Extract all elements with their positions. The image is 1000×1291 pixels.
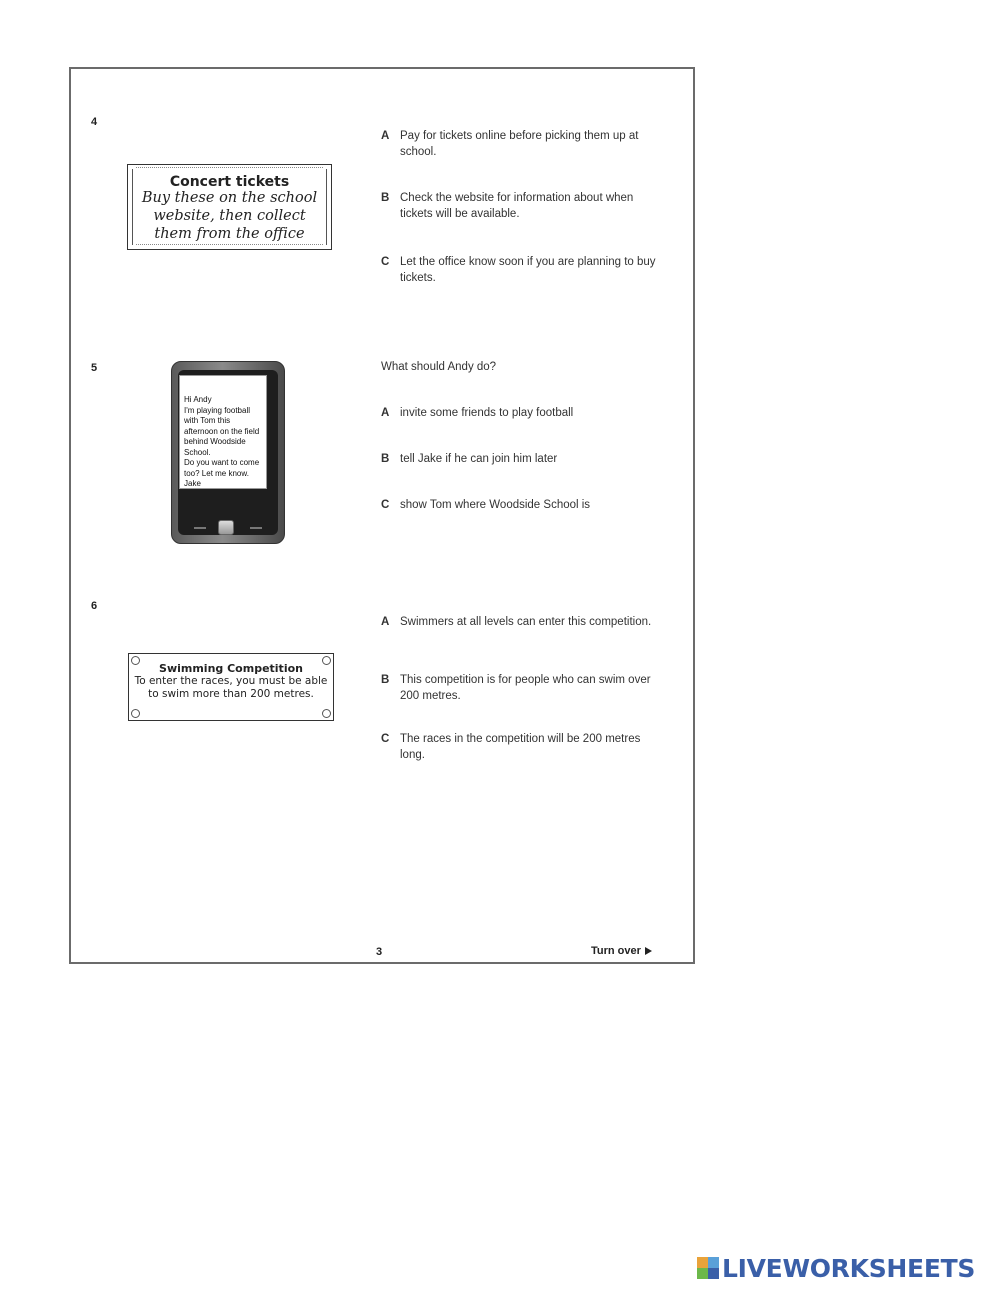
corner-ornament-icon (322, 656, 331, 665)
page-number: 3 (376, 946, 383, 958)
brand-block-icon (697, 1268, 708, 1279)
option-text: Pay for tickets online before picking them up at school. (400, 130, 639, 158)
option-letter: B (381, 192, 390, 204)
brand-block-icon (697, 1257, 708, 1268)
option-letter: A (381, 130, 390, 142)
question-number-5: 5 (91, 362, 98, 374)
phone-image (171, 361, 285, 544)
concert-notice-image (127, 164, 332, 250)
concert-notice-title: Concert tickets (169, 174, 290, 190)
swimming-notice-title: Swimming Competition (159, 662, 303, 675)
worksheet-page (69, 67, 695, 964)
play-arrow-icon (645, 947, 652, 955)
option-5b[interactable] (381, 451, 656, 467)
notice-frame (132, 169, 327, 245)
option-text: tell Jake if he can join him later (400, 453, 558, 465)
option-4c[interactable] (381, 254, 656, 286)
option-6a[interactable] (381, 614, 656, 630)
option-6c[interactable] (381, 731, 656, 763)
swimming-notice-image (128, 653, 334, 721)
option-letter: A (381, 616, 390, 628)
phone-home-button-icon (218, 520, 234, 535)
phone-message: Hi Andy I'm playing football with Tom this afternoon on the field behind Woodside School. Do you want to come too? Let me know. Jake (179, 375, 267, 489)
option-letter: B (381, 674, 390, 686)
option-letter: C (381, 499, 390, 511)
question-5-prompt: What should Andy do? (381, 361, 497, 373)
brand-block-icon (708, 1257, 719, 1268)
option-text: Check the website for information about when tickets will be available. (400, 192, 634, 220)
option-text: show Tom where Woodside School is (400, 499, 591, 511)
option-5c[interactable] (381, 497, 656, 513)
brand-name: LIVEWORKSHEETS (722, 1253, 976, 1283)
option-letter: C (381, 733, 390, 745)
phone-soft-key (250, 527, 262, 529)
option-text: Let the office know soon if you are planning to buy tickets. (400, 256, 656, 284)
swimming-notice-body: To enter the races, you must be able to swim more than 200 metres. (134, 675, 328, 700)
option-text: This competition is for people who can swim over 200 metres. (400, 674, 651, 702)
option-text: The races in the competition will be 200 metres long. (400, 733, 641, 761)
liveworksheets-logo (697, 1252, 975, 1284)
question-number-4: 4 (91, 116, 98, 128)
option-letter: A (381, 407, 390, 419)
turn-over-label (591, 945, 652, 957)
option-5a[interactable] (381, 405, 656, 421)
option-4a[interactable] (381, 128, 656, 160)
brand-block-icon (708, 1268, 719, 1279)
option-letter: B (381, 453, 390, 465)
question-number-6: 6 (91, 600, 98, 612)
option-text: Swimmers at all levels can enter this competition. (400, 616, 652, 628)
option-text: invite some friends to play football (400, 407, 574, 419)
concert-notice-body: Buy these on the school website, then collect them from the office (141, 190, 318, 242)
corner-ornament-icon (131, 656, 140, 665)
option-letter: C (381, 256, 390, 268)
option-4b[interactable] (381, 190, 656, 222)
brand-blocks-icon (697, 1257, 719, 1279)
turn-over-text: Turn over (591, 945, 641, 957)
phone-soft-key (194, 527, 206, 529)
corner-ornament-icon (322, 709, 331, 718)
option-6b[interactable] (381, 672, 656, 704)
corner-ornament-icon (131, 709, 140, 718)
